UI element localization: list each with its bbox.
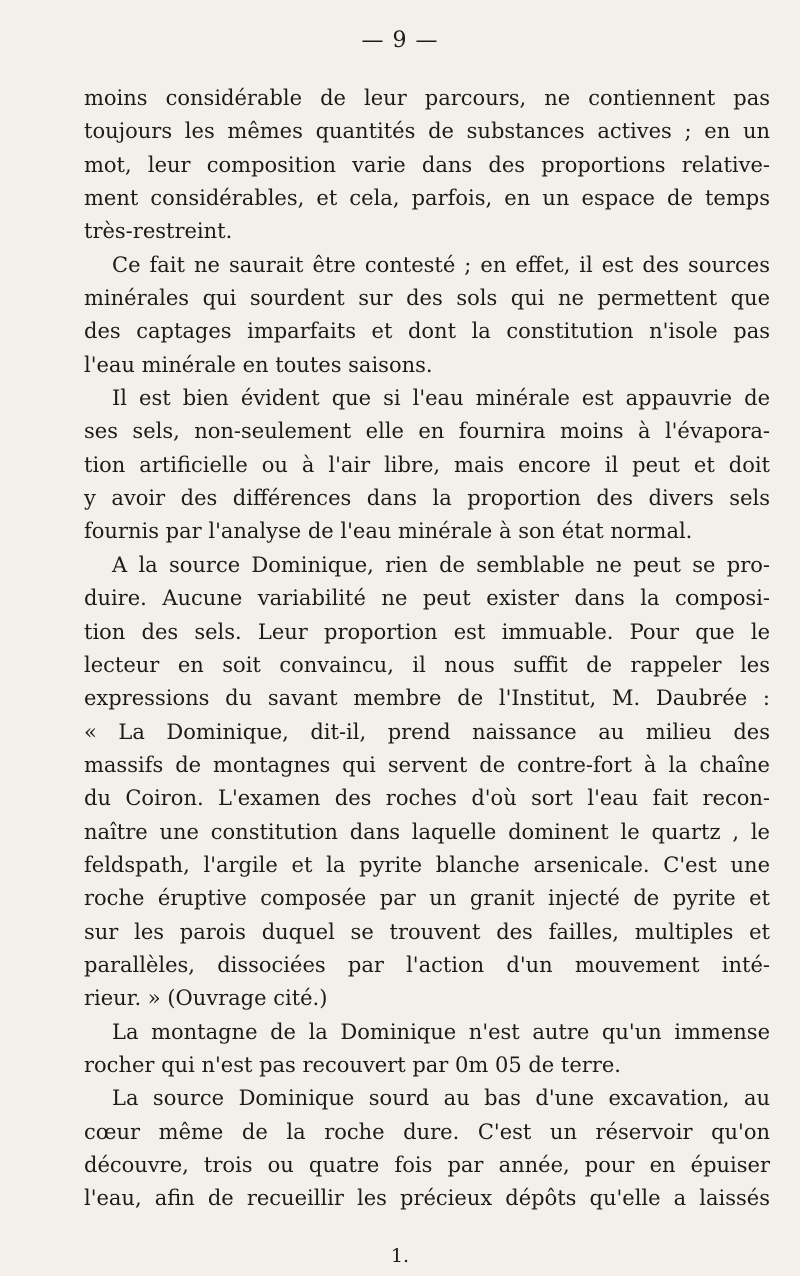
text-line: Il est bien évident que si l'eau minérale est appauvrie de	[112, 386, 770, 411]
text-line: rocher qui n'est pas recouvert par 0m 05 de terre.	[84, 1052, 621, 1077]
text-line: naître une constitution dans laquelle dominent le quartz , le	[84, 819, 770, 844]
text-line: ment considérables, et cela, parfois, en un espace de temps	[84, 186, 770, 211]
text-line: La montagne de la Dominique n'est autre qu'un immense	[112, 1019, 770, 1044]
text-line: découvre, trois ou quatre fois par année, pour en épuiser	[84, 1153, 770, 1177]
page-number: — 9 —	[361, 28, 439, 53]
text-line: massifs de montagnes qui servent de contre-fort à la chaîne	[84, 752, 770, 777]
text-line: « La Dominique, dit-il, prend naissance au milieu des	[84, 719, 770, 744]
text-line: parallèles, dissociées par l'action d'un mouvement inté-	[84, 952, 770, 977]
signature-mark: 1.	[390, 1245, 410, 1267]
text-line: expressions du savant membre de l'Institut, M. Daubrée :	[84, 686, 770, 711]
text-line: du Coiron. L'examen des roches d'où sort l'eau fait recon-	[84, 786, 770, 811]
text-line: y avoir des différences dans la proportion des divers sels	[84, 486, 770, 511]
text-line: l'eau, afin de recueillir les précieux dépôts qu'elle a laissés	[84, 1186, 770, 1211]
text-line: duire. Aucune variabilité ne peut exister dans la composi-	[84, 586, 770, 611]
text-line: rieur. » (Ouvrage cité.)	[84, 986, 328, 1011]
text-line: feldspath, l'argile et la pyrite blanche arsenicale. C'est une	[84, 852, 770, 877]
text-line: toujours les mêmes quantités de substances actives ; en un	[84, 119, 770, 144]
text-line: ses sels, non-seulement elle en fournira moins à l'évapora-	[84, 419, 770, 444]
text-line: très-restreint.	[84, 219, 233, 244]
text-line: sur les parois duquel se trouvent des failles, multiples et	[84, 919, 770, 944]
text-line: tion des sels. Leur proportion est immuable. Pour que le	[84, 619, 770, 644]
body-text	[84, 82, 770, 1216]
text-line: fournis par l'analyse de l'eau minérale à son état normal.	[84, 519, 693, 544]
text-line: tion artificielle ou à l'air libre, mais encore il peut et doit	[84, 452, 770, 477]
text-line: minérales qui sourdent sur des sols qui ne permettent que	[84, 286, 770, 311]
text-line: l'eau minérale en toutes saisons.	[84, 352, 433, 377]
text-line: A la source Dominique, rien de semblable ne peut se pro-	[112, 552, 770, 577]
text-line: roche éruptive composée par un granit injecté de pyrite et	[84, 886, 770, 911]
text-line: lecteur en soit convaincu, il nous suffit de rappeler les	[84, 652, 770, 677]
text-line: cœur même de la roche dure. C'est un réservoir qu'on	[84, 1119, 770, 1144]
text-line: La source Dominique sourd au bas d'une excavation, au	[112, 1086, 770, 1111]
text-line: Ce fait ne saurait être contesté ; en effet, il est des sources	[112, 252, 770, 277]
text-line: des captages imparfaits et dont la constitution n'isole pas	[84, 319, 770, 344]
text-line: moins considérable de leur parcours, ne contiennent pas	[84, 86, 770, 110]
text-line: mot, leur composition varie dans des proportions relative-	[84, 152, 770, 177]
